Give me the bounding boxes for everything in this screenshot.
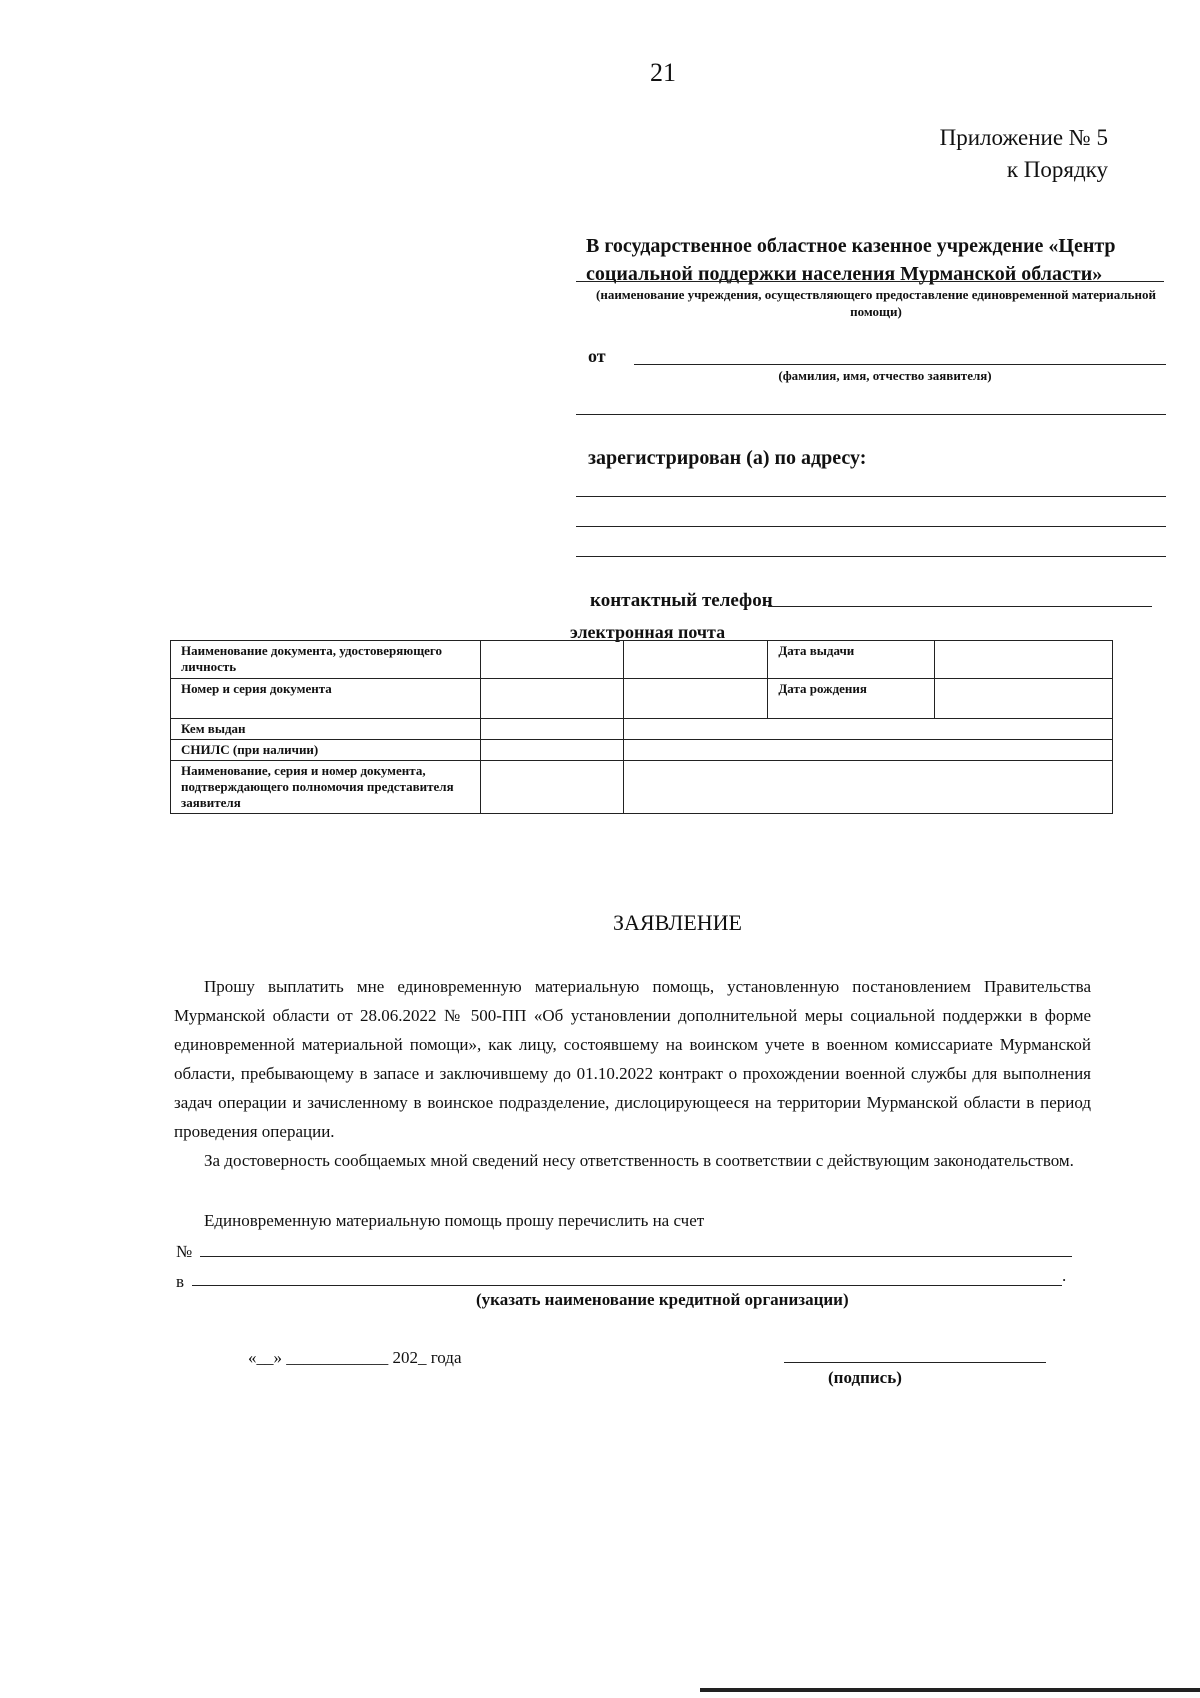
- bank-label: в: [176, 1272, 185, 1291]
- snils-label: СНИЛС (при наличии): [171, 740, 481, 761]
- snils-cell-1[interactable]: [480, 740, 623, 761]
- issued-by-cell-2[interactable]: [623, 719, 1112, 740]
- request-paragraph: Прошу выплатить мне единовременную материальную помощь, установленную постановлением Правительства Мурманской области от 28.06.2022 № 500-ПП «Об установлении дополнительной меры социальной поддержки в форме единовременной материальной помощи», как лицу, состоявшему на воинском учете в военном комиссариате Мурманской области, пребывающему в запасе и заключившему до 01.10.2022 контракт о прохождении военной службы для выполнения задач операции и зачисленному в воинское подразделение, дислоцирующееся на территории Мурманской области в период проведения операции.: [174, 977, 1091, 1141]
- address-label: зарегистрирован (а) по адресу:: [588, 447, 867, 469]
- document-number-cell-2[interactable]: [623, 679, 768, 719]
- signature-field[interactable]: [784, 1362, 1046, 1363]
- from-label: от: [588, 346, 606, 366]
- phone-field[interactable]: [768, 606, 1152, 607]
- address-field-3[interactable]: [576, 556, 1166, 557]
- responsibility-paragraph: За достоверность сообщаемых мной сведений несу ответственность в соответствии с действующим законодательством.: [204, 1151, 1074, 1170]
- birth-date-cell[interactable]: [935, 679, 1113, 719]
- applicant-name-field-2[interactable]: [576, 414, 1166, 415]
- issue-date-label: Дата выдачи: [768, 641, 935, 679]
- address-field-1[interactable]: [576, 496, 1166, 497]
- recipient-underline: [576, 281, 1164, 282]
- id-document-cell-1[interactable]: [480, 641, 623, 679]
- document-title: ЗАЯВЛЕНИЕ: [613, 910, 742, 935]
- account-number-field[interactable]: [200, 1256, 1072, 1257]
- bank-field-end-dot: .: [1062, 1266, 1067, 1285]
- email-label: электронная почта: [570, 622, 726, 642]
- address-field-2[interactable]: [576, 526, 1166, 527]
- document-number-cell-1[interactable]: [480, 679, 623, 719]
- issued-by-label: Кем выдан: [171, 719, 481, 740]
- appendix-reference: [940, 122, 1108, 186]
- scan-edge-mark: [700, 1688, 1200, 1692]
- representative-document-label: Наименование, серия и номер документа, подтверждающего полномочия представителя заявителя: [171, 761, 481, 814]
- birth-date-label: Дата рождения: [768, 679, 935, 719]
- document-number-label: Номер и серия документа: [171, 679, 481, 719]
- representative-document-cell-1[interactable]: [480, 761, 623, 814]
- phone-label: контактный телефон: [590, 590, 773, 611]
- representative-document-cell-2[interactable]: [623, 761, 1112, 814]
- recipient-hint: (наименование учреждения, осуществляющего предоставление единовременной материальной помощи): [596, 287, 1156, 319]
- appendix-line-2: к Порядку: [1006, 157, 1108, 182]
- id-document-cell-2[interactable]: [623, 641, 768, 679]
- snils-cell-2[interactable]: [623, 740, 1112, 761]
- applicant-name-hint: (фамилия, имя, отчество заявителя): [778, 368, 992, 383]
- issued-by-cell-1[interactable]: [480, 719, 623, 740]
- identity-document-table: [170, 640, 1113, 814]
- issue-date-cell[interactable]: [935, 641, 1113, 679]
- account-number-label: №: [176, 1242, 193, 1261]
- bank-name-field[interactable]: [192, 1285, 1062, 1286]
- page-number: 21: [650, 58, 676, 87]
- recipient-organization: В государственное областное казенное учреждение «Центр социальной поддержки населения Мурманской области»: [586, 235, 1116, 285]
- account-transfer-paragraph: Единовременную материальную помощь прошу перечислить на счет: [204, 1211, 705, 1230]
- appendix-line-1: Приложение № 5: [939, 125, 1108, 150]
- id-document-label: Наименование документа, удостоверяющего личность: [171, 641, 481, 679]
- bank-hint: (указать наименование кредитной организации): [476, 1290, 849, 1309]
- signature-hint: (подпись): [828, 1368, 902, 1387]
- applicant-name-field[interactable]: [634, 364, 1166, 365]
- application-date[interactable]: «__» ____________ 202_ года: [248, 1348, 462, 1367]
